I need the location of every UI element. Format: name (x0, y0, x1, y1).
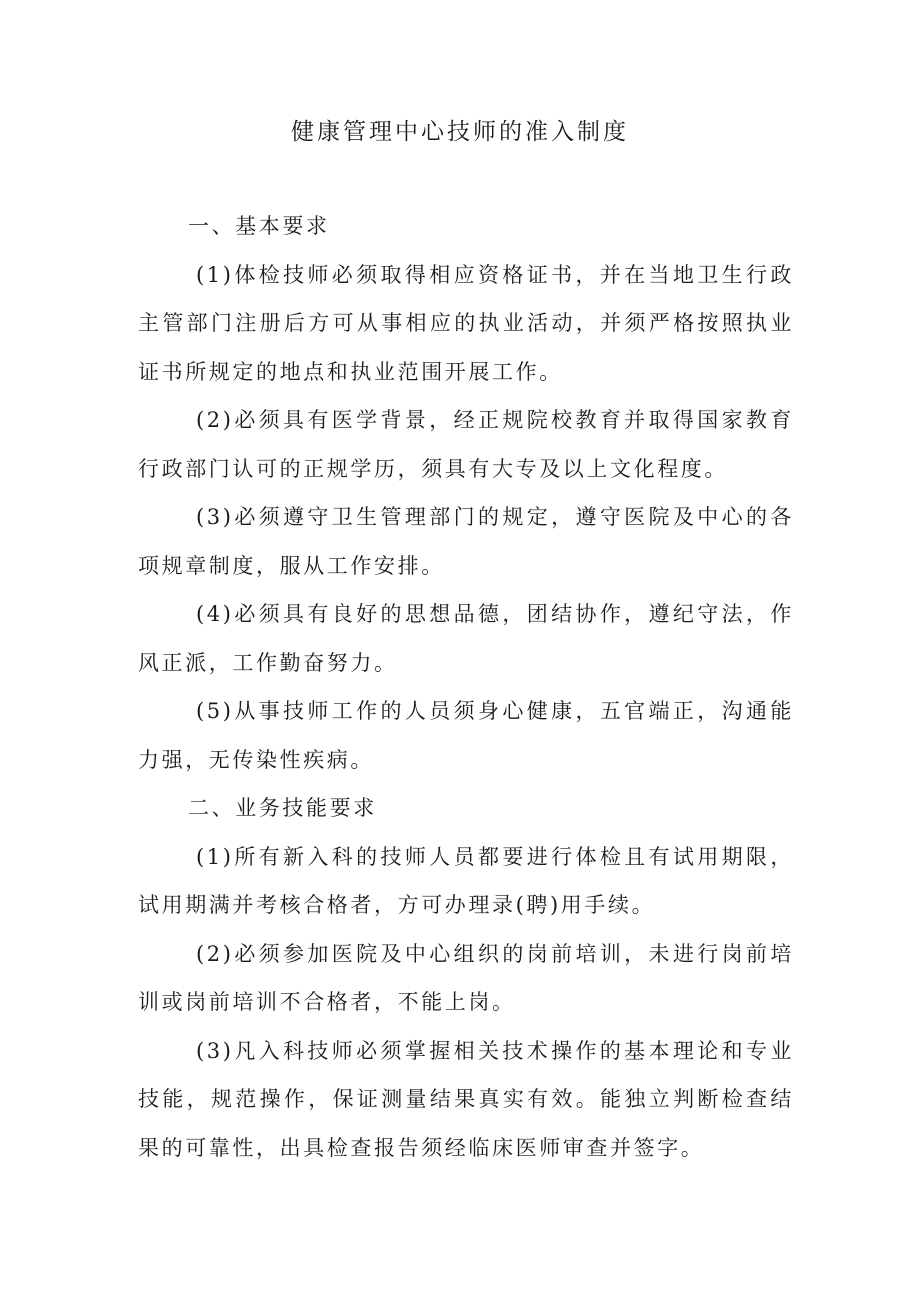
paragraph-item: (4)必须具有良好的思想品德，团结协作，遵纪守法，作风正派，工作勤奋努力。 (138, 602, 794, 675)
section-heading-skills: 二、业务技能要求 (188, 796, 377, 820)
document-title: 健康管理中心技师的准入制度 (291, 119, 629, 145)
section-heading-basic: 一、基本要求 (188, 214, 330, 238)
paragraph-item: (3)必须遵守卫生管理部门的规定，遵守医院及中心的各项规章制度，服从工作安排。 (138, 505, 794, 578)
paragraph-item: (5)从事技师工作的人员须身心健康，五官端正，沟通能力强，无传染性疾病。 (138, 699, 794, 772)
paragraph-item: (3)凡入科技师必须掌握相关技术操作的基本理论和专业技能，规范操作，保证测量结果真实有效。能独立判断检查结果的可靠性，出具检查报告须经临床医师审查并签字。 (138, 1038, 794, 1160)
paragraph-item: (1)所有新入科的技师人员都要进行体检且有试用期限，试用期满并考核合格者，方可办理录(聘)用手续。 (138, 844, 794, 917)
paragraph-item: (2)必须具有医学背景，经正规院校教育并取得国家教育行政部门认可的正规学历，须具有大专及以上文化程度。 (138, 408, 794, 481)
paragraph-item: (2)必须参加医院及中心组织的岗前培训，未进行岗前培训或岗前培训不合格者，不能上岗。 (138, 941, 794, 1014)
paragraph-item: (1)体检技师必须取得相应资格证书，并在当地卫生行政主管部门注册后方可从事相应的执业活动，并须严格按照执业证书所规定的地点和执业范围开展工作。 (138, 262, 794, 384)
document-body (138, 202, 794, 1172)
